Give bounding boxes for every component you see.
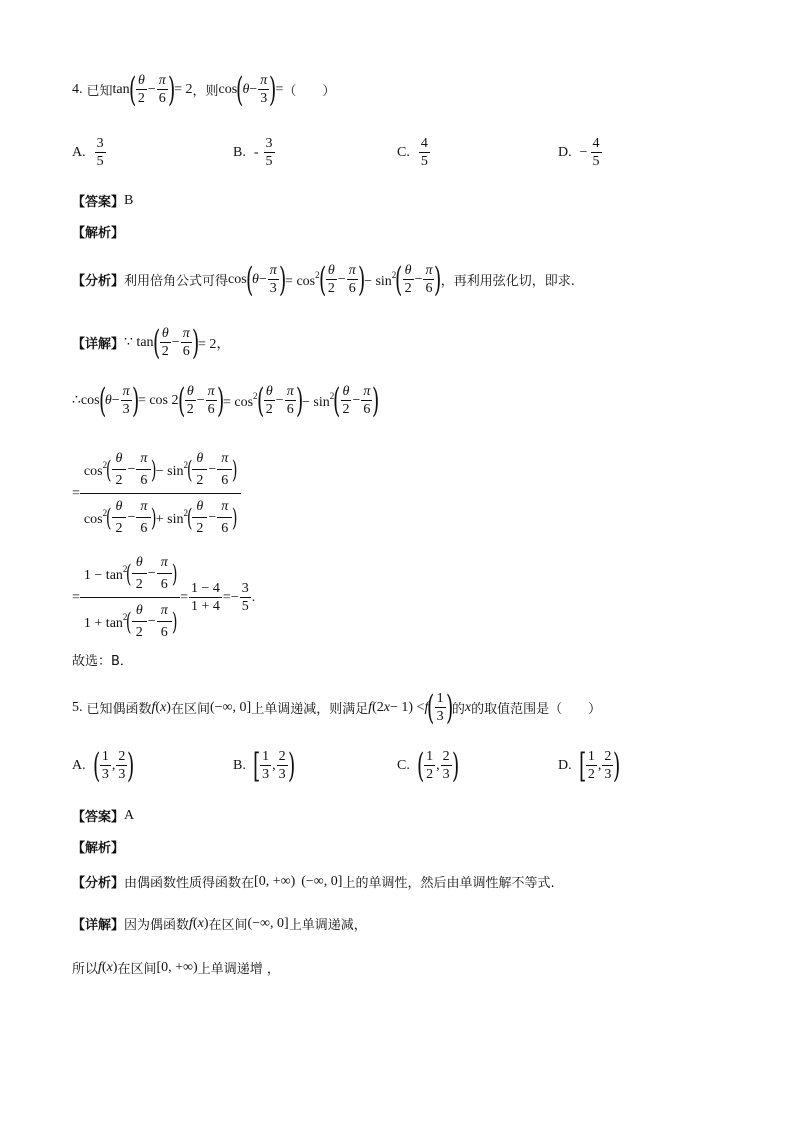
q4-answer bbox=[72, 191, 794, 210]
q4-step-3: = $1 - \tan^2$ ( $\frac{\theta}{2}$ − $\frac{\pi}{6}$ ) $1 + \tan^2$ ( $\frac{\theta}{2}$ − $\frac{\pi}{6}$ ) = $\frac{1 - 4}{1 + 4}$ = − $\frac{3}{5}$ . bbox=[72, 550, 794, 645]
q4-step-2: = $\cos^2$ ( $\frac{\theta}{2}$ − $\frac{\pi}{6}$ ) − $\sin^2$ ( $\frac{\theta}{2}$ − $\frac{\pi}{6}$ ) $\cos^2$ ( $\frac{\theta}{2}$ − $\frac{\pi}{6}$ ) + $\sin^2$ ( $\frac{\theta}{2}$ − $\frac{\pi}{6}$ ) bbox=[72, 446, 794, 541]
q4-option-d: D. − $\frac{4}{5}$ bbox=[558, 136, 600, 169]
q5-line-2: 所以 f ( x ) 在区间 [0, +∞) 上单调递增 ， bbox=[72, 959, 280, 977]
q4-option-c: C. $\frac{4}{5}$ bbox=[397, 136, 428, 169]
q4-answer-value: B bbox=[124, 192, 134, 208]
q4-stem-mid: ，则 bbox=[192, 84, 219, 99]
q4-xiangjie: 【详解】 ∵ tan ( $\frac{\theta}{2}$ − $\frac{\pi}{6}$ ) = 2， bbox=[72, 322, 231, 363]
q5-analysis: 【解析】 bbox=[72, 841, 125, 856]
q4-guxuan: 故选：B． bbox=[72, 654, 133, 669]
q4-answer-tag: 【答案】 bbox=[72, 195, 125, 210]
q4-option-b: B. - $\frac{3}{5}$ bbox=[233, 136, 273, 169]
q5-answer bbox=[72, 806, 794, 825]
q4-fenxi: 【分析】 利用倍角公式可得 cos ( θ − $\frac{\pi}{3}$ ) = $\cos^2$ ( $\frac{\theta}{2}$ − $\frac{\pi}{6}$ ) − $\sin^2$ ( $\frac{\theta}{2}$ − $\frac{\pi}{6}$ ) ，再利用弦化切，即求. bbox=[72, 259, 575, 300]
q4-analysis bbox=[72, 222, 794, 241]
q5-xiangjie: 【详解】 因为偶函数 f ( x ) 在区间 (−∞, 0] 上单调递减， bbox=[72, 915, 367, 933]
q4-number: 4. bbox=[72, 81, 83, 97]
q4-step-1: ∴ cos ( θ − $\frac{\pi}{3}$ ) = cos 2 ( $\frac{\theta}{2}$ − $\frac{\pi}{6}$ ) = $\cos^2$ ( $\frac{\theta}{2}$ − $\frac{\pi}{6}$ ) − $\sin^2$ ( $\frac{\theta}{2}$ − $\frac{\pi}{6}$ ) bbox=[72, 380, 380, 421]
q5-stem: 5. 已知偶函数 f ( x ) 在区间 (−∞, 0] 上单调递减，则满足 f (2 x − 1) < f ( $\frac{1}{3}$ ) 的 x 的取值范围是（ ） bbox=[72, 687, 602, 728]
q5-number: 5. bbox=[72, 699, 83, 715]
q5-option-d: D. [ $\frac{1}{2}$ , $\frac{2}{3}$ ) bbox=[558, 745, 621, 786]
q5-fenxi: 【分析】 由偶函数性质得函数在 [0, +∞) (−∞, 0] 上的单调性，然后由单调性解不等式. bbox=[72, 873, 555, 891]
q4-option-a: A. $\frac{3}{5}$ bbox=[72, 136, 104, 169]
q4-stem: 4. 已知 tan ( $\frac{\theta}{2}$ − $\frac{\pi}{6}$ ) = 2 ，则 cos ( θ − $\frac{\pi}{3}$ ) = （ ） bbox=[72, 69, 336, 110]
q4-stem-pre: 已知 bbox=[86, 84, 113, 99]
q4-analysis-tag: 【解析】 bbox=[72, 226, 125, 241]
q5-answer-tag: 【答案】 bbox=[72, 810, 125, 825]
q5-option-a: A. ( $\frac{1}{3}$ , $\frac{2}{3}$ ) bbox=[72, 745, 135, 786]
q4-stem-blank: （ ） bbox=[283, 84, 336, 99]
q5-answer-value: A bbox=[124, 807, 135, 823]
q5-option-b: B. [ $\frac{1}{3}$ , $\frac{2}{3}$ ) bbox=[233, 745, 295, 786]
q5-option-c: C. ( $\frac{1}{2}$ , $\frac{2}{3}$ ) bbox=[397, 745, 459, 786]
